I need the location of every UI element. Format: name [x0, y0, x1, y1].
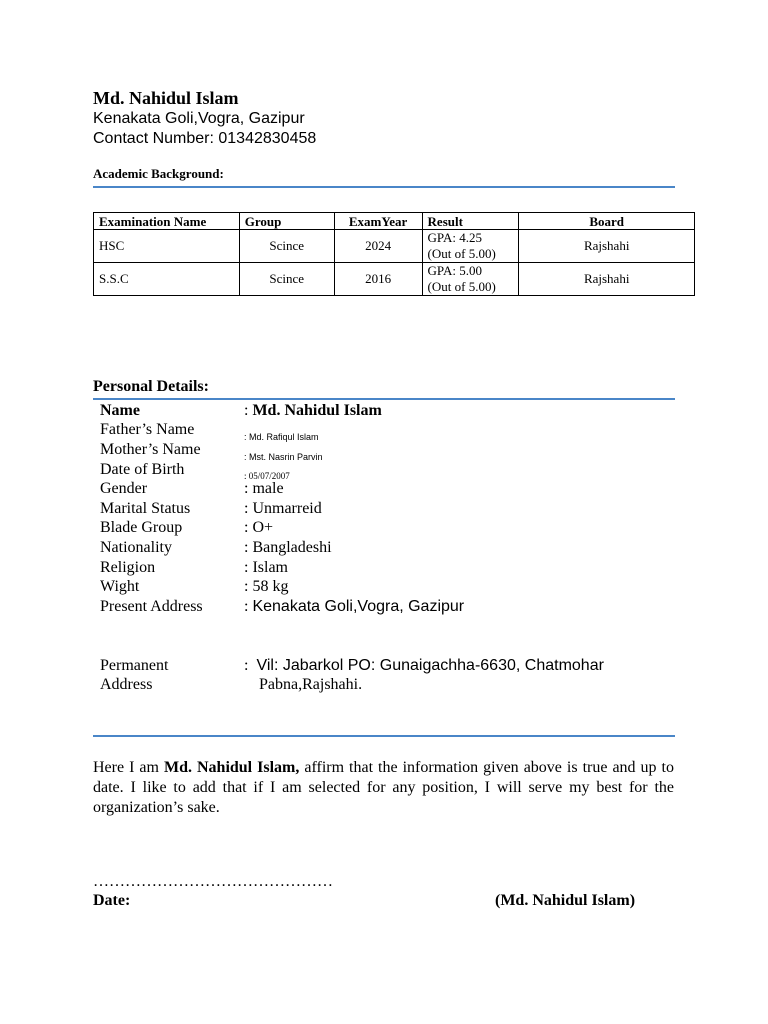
- personal-rule: [93, 398, 675, 400]
- academic-heading: Academic Background:: [93, 166, 224, 181]
- cell-result: [422, 263, 519, 296]
- declaration-rule: [93, 735, 675, 737]
- declaration-suffix: affirm that the information given above is true and up to date. I like to add that if I am selected for any position, I will serve my best for the organization’s sake.: [93, 759, 675, 816]
- cell-group: Scince: [239, 263, 334, 296]
- label-dob: Date of Birth: [100, 461, 185, 478]
- col-board: Board: [519, 213, 695, 230]
- signature-dots: ………………………………………: [93, 873, 333, 890]
- declaration-text: [93, 758, 674, 818]
- date-label: Date:: [93, 892, 131, 909]
- label-permanent-address: Address: [100, 676, 153, 693]
- value-mother: : Mst. Nasrin Parvin: [244, 452, 323, 462]
- label-weight: Wight: [100, 578, 140, 595]
- label-gender: Gender: [100, 480, 148, 497]
- cell-out-of: (Out of 5.00): [427, 279, 496, 294]
- cell-board: Rajshahi: [519, 230, 695, 263]
- resume-name: Md. Nahidul Islam: [93, 88, 239, 108]
- label-permanent: Permanent: [100, 657, 169, 674]
- value-permanent-line2: Pabna,Rajshahi.: [259, 676, 363, 693]
- label-marital: Marital Status: [100, 500, 191, 517]
- table-header-row: [94, 213, 695, 230]
- label-religion: Religion: [100, 559, 156, 576]
- value-dob: : 05/07/2007: [244, 471, 290, 481]
- label-nationality: Nationality: [100, 539, 172, 556]
- academic-rule: [93, 186, 675, 188]
- header-address: Kenakata Goli,Vogra, Gazipur: [93, 110, 305, 127]
- academic-table: [93, 212, 695, 296]
- cell-exam: S.S.C: [94, 263, 240, 296]
- cell-gpa: GPA: 4.25: [427, 230, 482, 245]
- declaration-name: Md. Nahidul Islam,: [163, 759, 300, 776]
- declaration-prefix: Here I am: [93, 759, 164, 776]
- table-row: [94, 263, 695, 296]
- cell-gpa: GPA: 5.00: [427, 263, 482, 278]
- personal-heading: Personal Details:: [93, 378, 209, 395]
- value-weight: : 58 kg: [244, 578, 289, 595]
- table-row: [94, 230, 695, 263]
- value-nationality: : Bangladeshi: [244, 539, 332, 556]
- col-exam-name: Examination Name: [94, 213, 240, 230]
- cell-board: Rajshahi: [519, 263, 695, 296]
- value-religion: : Islam: [244, 559, 288, 576]
- label-father: Father’s Name: [100, 421, 195, 438]
- value-gender: : male: [244, 480, 284, 497]
- value-name: : Md. Nahidul Islam: [244, 402, 382, 419]
- label-name: Name: [100, 402, 140, 419]
- value-permanent-address: : Vil: Jabarkol PO: Gunaigachha-6630, Chatmohar: [244, 657, 604, 674]
- value-permanent-line1: Vil: Jabarkol PO: Gunaigachha-6630, Chatmohar: [256, 657, 604, 674]
- cell-year: 2016: [334, 263, 422, 296]
- col-group: Group: [239, 213, 334, 230]
- value-marital: : Unmarreid: [244, 500, 322, 517]
- value-blood: : O+: [244, 519, 274, 536]
- value-father: : Md. Rafiqul Islam: [244, 432, 319, 442]
- cell-group: Scince: [239, 230, 334, 263]
- signature-name: (Md. Nahidul Islam): [495, 892, 636, 909]
- value-name-text: Md. Nahidul Islam: [252, 402, 382, 419]
- col-result: Result: [422, 213, 519, 230]
- value-present-address: : Kenakata Goli,Vogra, Gazipur: [244, 598, 465, 615]
- cell-exam: HSC: [94, 230, 240, 263]
- cell-result: [422, 230, 519, 263]
- label-blood: Blade Group: [100, 519, 183, 536]
- header-contact: Contact Number: 01342830458: [93, 130, 317, 147]
- value-present-address-text: Kenakata Goli,Vogra, Gazipur: [252, 598, 465, 615]
- label-mother: Mother’s Name: [100, 441, 201, 458]
- col-exam-year: ExamYear: [334, 213, 422, 230]
- cell-year: 2024: [334, 230, 422, 263]
- label-present-address: Present Address: [100, 598, 203, 615]
- cell-out-of: (Out of 5.00): [427, 246, 496, 261]
